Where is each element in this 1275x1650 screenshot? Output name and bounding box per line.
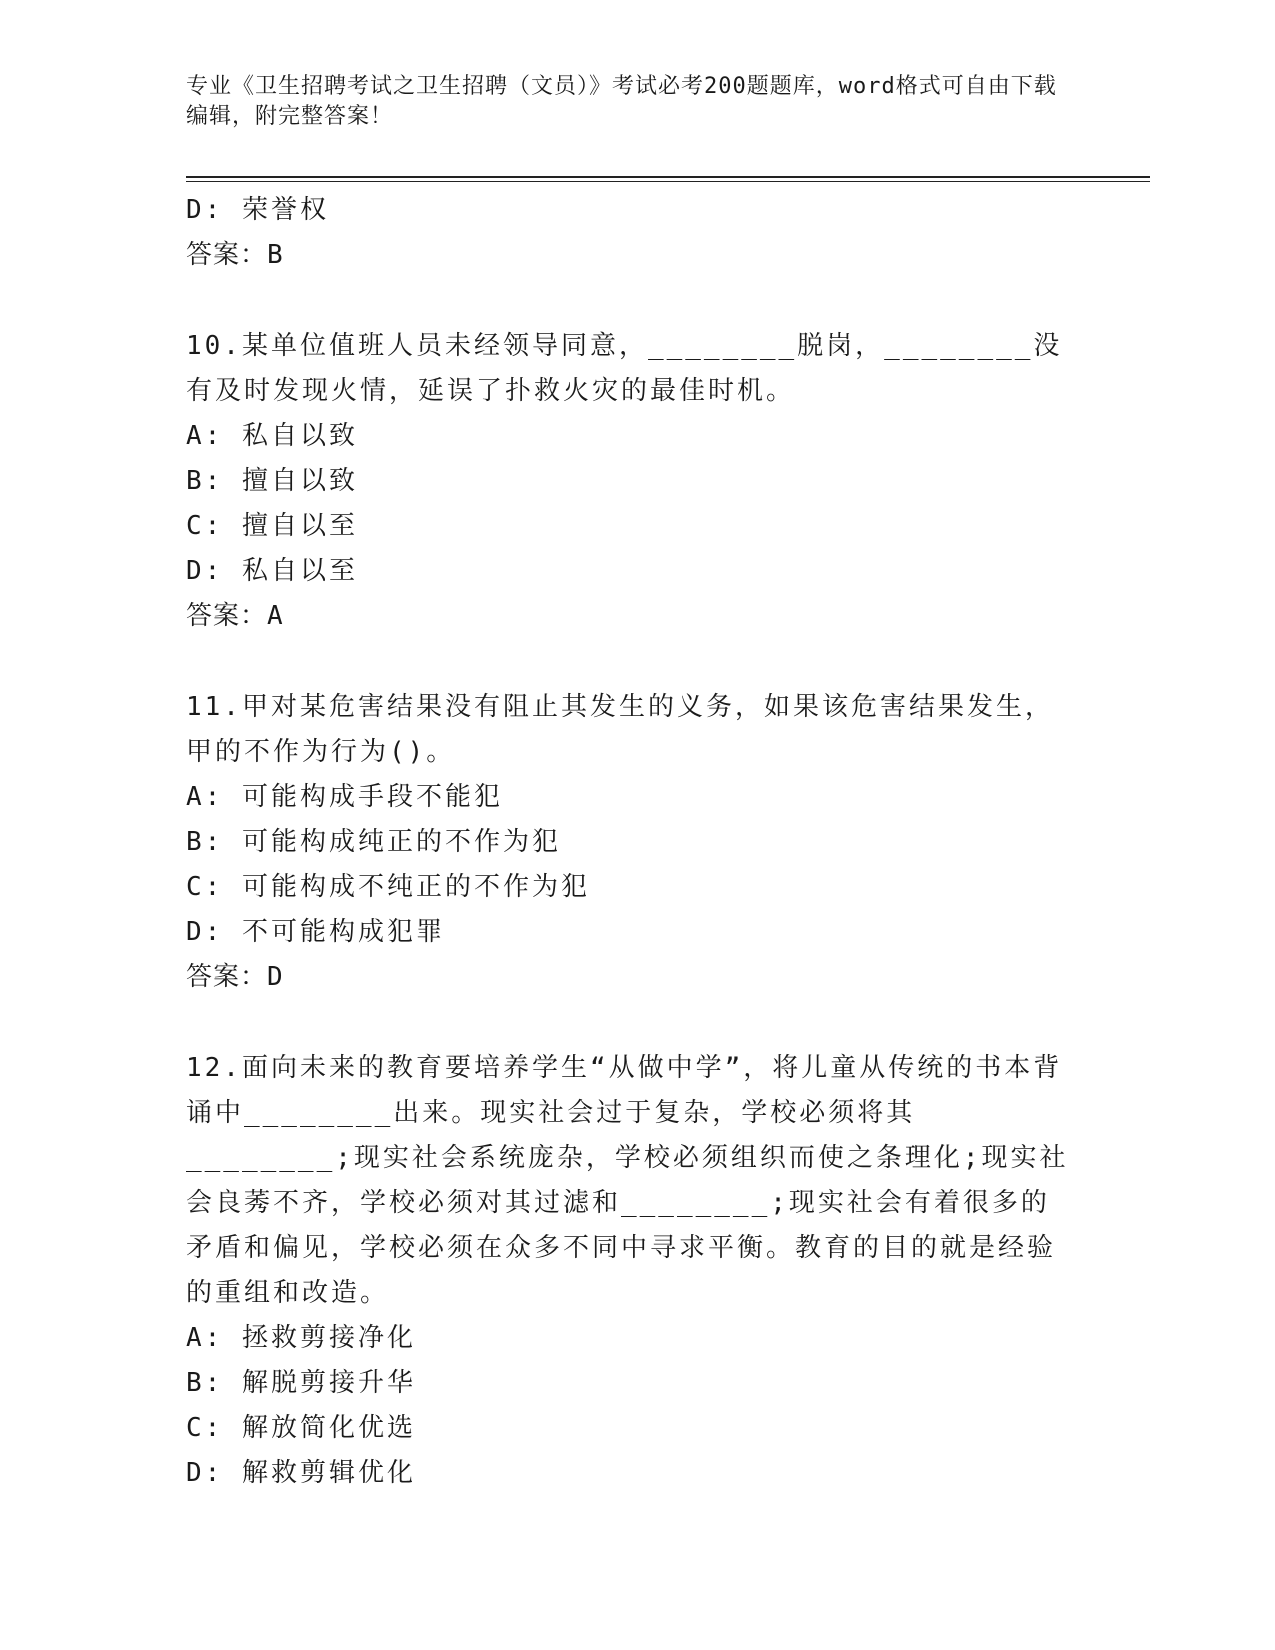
document-content: [186, 188, 1076, 1496]
option-d: D: 不可能构成犯罪: [186, 917, 445, 947]
option-d: D: 解救剪辑优化: [186, 1458, 416, 1488]
question-text: 10.某单位值班人员未经领导同意，________脱岗，________没有及时发现火情，延误了扑救火灾的最佳时机。: [186, 331, 1063, 406]
question-text: 12.面向未来的教育要培养学生“从做中学”，将儿童从传统的书本背诵中________出来。现实社会过于复杂，学校必须将其________;现实社会系统庞杂，学校必须组织而使之条理化;现实社会良莠不齐，学校必须对其过滤和________;现实社会有着很多的矛盾和偏见，学校必须在众多不同中寻求平衡。教育的目的就是经验的重组和改造。: [186, 1053, 1069, 1308]
option-c: C: 解放简化优选: [186, 1413, 416, 1443]
answer-label: 答案：: [186, 240, 268, 270]
option-b: B: 解脱剪接升华: [186, 1368, 416, 1398]
answer-label: 答案：: [186, 601, 268, 631]
answer: [186, 955, 1076, 1000]
question-12: [186, 1046, 1076, 1496]
option-b: B: 擅自以致: [186, 466, 358, 496]
answer: [186, 594, 1076, 639]
question-10: [186, 324, 1076, 639]
answer-value: B: [267, 240, 284, 270]
header-divider-thick: [186, 176, 1150, 178]
option-a: A: 可能构成手段不能犯: [186, 782, 503, 812]
question-11: [186, 685, 1076, 1000]
document-header: 专业《卫生招聘考试之卫生招聘（文员）》考试必考200题题库，word格式可自由下载编辑，附完整答案！: [186, 74, 1057, 129]
option-a: A: 拯救剪接净化: [186, 1323, 416, 1353]
option-c: C: 擅自以至: [186, 511, 358, 541]
answer-value: A: [267, 601, 284, 631]
option-a: A: 私自以致: [186, 421, 358, 451]
option-d: D: 私自以至: [186, 556, 358, 586]
prev-option-d: D: 荣誉权: [186, 195, 329, 225]
answer-label: 答案：: [186, 962, 268, 992]
option-b: B: 可能构成纯正的不作为犯: [186, 827, 561, 857]
question-text: 11.甲对某危害结果没有阻止其发生的义务，如果该危害结果发生，甲的不作为行为()。: [186, 692, 1054, 767]
option-c: C: 可能构成不纯正的不作为犯: [186, 872, 590, 902]
header-divider-thin: [186, 181, 1150, 182]
prev-answer: [186, 233, 1076, 278]
answer-value: D: [267, 962, 284, 992]
